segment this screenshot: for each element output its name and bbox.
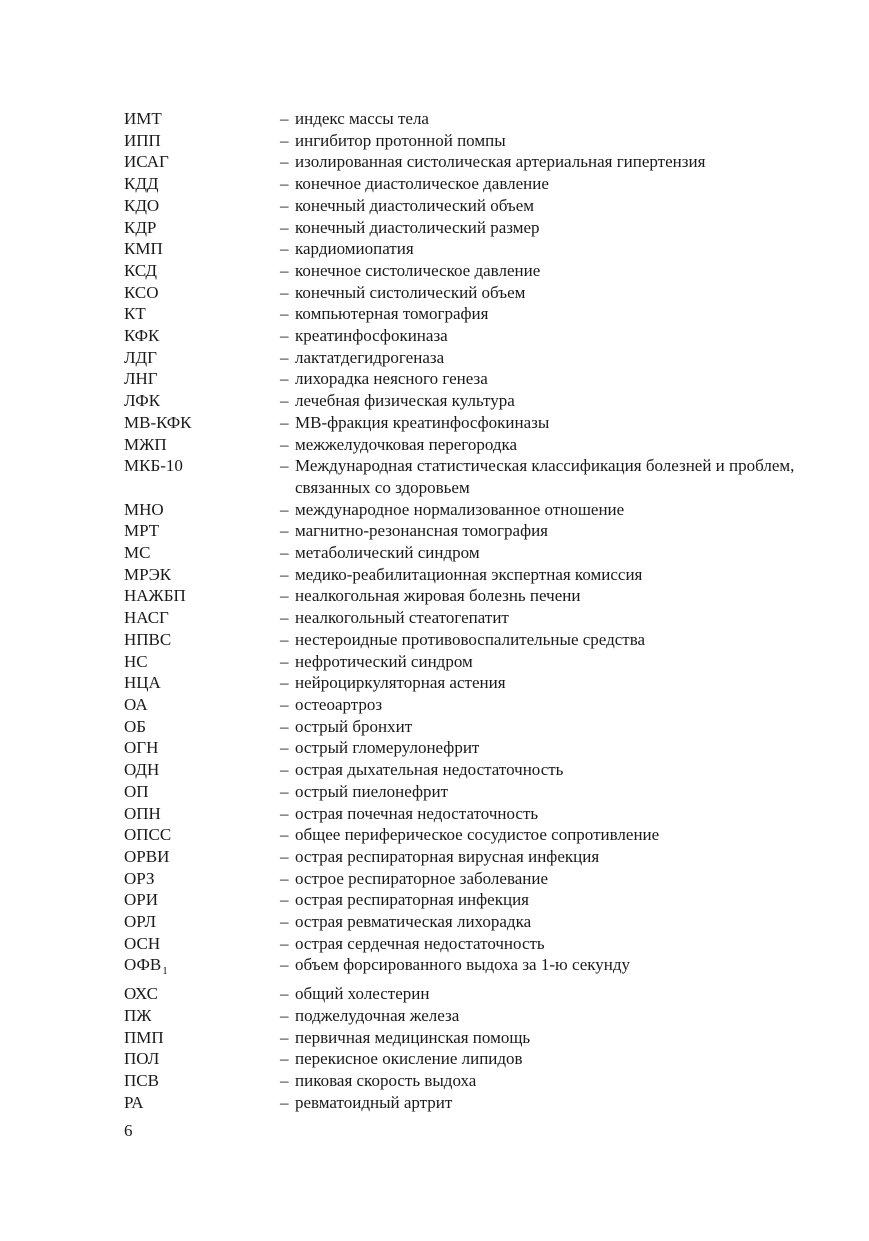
abbreviation-definition: конечный систолический объем (295, 282, 526, 302)
abbreviation-row (124, 368, 824, 390)
abbreviation-row (124, 412, 824, 434)
abbreviation-definition: индекс массы тела (295, 109, 429, 128)
abbreviation-row (124, 803, 824, 825)
abbreviation-term: КФК (124, 326, 160, 346)
abbreviation-row (124, 911, 824, 933)
abbreviation-term: НАСГ (124, 608, 169, 628)
abbreviation-row (124, 130, 824, 152)
definition-dash: – (280, 1049, 289, 1069)
abbreviation-definition: острый бронхит (295, 716, 413, 736)
abbreviation-definition: общий холестерин (295, 984, 430, 1004)
abbreviation-definition: острый пиелонефрит (295, 781, 448, 801)
abbreviation-definition: острая дыхательная недостаточность (295, 760, 564, 780)
definition-dash: – (280, 369, 289, 389)
abbreviation-definition: ревматоидный артрит (295, 1092, 453, 1112)
definition-dash: – (280, 391, 289, 411)
abbreviation-row (124, 954, 824, 983)
abbreviation-definition: конечное систолическое давление (295, 260, 541, 280)
abbreviation-definition: МВ-фракция креатинфосфокиназы (295, 412, 550, 432)
abbreviation-definition: конечное диастолическое давление (295, 174, 549, 194)
abbreviation-term: ЛНГ (124, 369, 158, 389)
definition-dash: – (280, 152, 289, 172)
abbreviation-row (124, 1070, 824, 1092)
abbreviation-term: ОРВИ (124, 846, 170, 866)
abbreviation-definition: острая респираторная инфекция (295, 890, 529, 910)
definition-dash: – (280, 846, 289, 866)
definition-dash: – (280, 933, 289, 953)
definition-dash: – (280, 825, 289, 845)
abbreviation-row (124, 390, 824, 412)
abbreviation-definition: острая ревматическая лихорадка (295, 912, 532, 932)
abbreviation-row (124, 889, 824, 911)
abbreviation-row (124, 151, 824, 173)
abbreviation-row (124, 759, 824, 781)
definition-dash: – (280, 1070, 289, 1090)
abbreviation-term: ПЖ (124, 1005, 152, 1025)
definition-dash: – (280, 434, 289, 454)
abbreviation-row (124, 1027, 824, 1049)
abbreviation-term: НЦА (124, 673, 161, 693)
abbreviation-row (124, 303, 824, 325)
definition-dash: – (280, 260, 289, 280)
abbreviation-row (124, 983, 824, 1005)
abbreviation-definition: кардиомиопатия (295, 239, 414, 259)
abbreviation-row (124, 651, 824, 673)
abbreviation-row (124, 737, 824, 759)
abbreviation-term: ЛДГ (124, 347, 157, 367)
abbreviation-definition: перекисное окисление липидов (295, 1049, 523, 1069)
abbreviation-term: КСД (124, 260, 158, 280)
abbreviation-term: ОПН (124, 803, 161, 823)
abbreviation-definition: изолированная систолическая артериальная гипертензия (295, 152, 706, 172)
abbreviation-term: ОРИ (124, 890, 159, 910)
abbreviation-term: КДД (124, 174, 159, 194)
definition-dash: – (280, 586, 289, 606)
abbreviation-term: НАЖБП (124, 586, 186, 606)
definition-dash: – (280, 912, 289, 932)
definition-dash: – (280, 347, 289, 367)
definition-dash: – (280, 760, 289, 780)
abbreviation-definition: неалкогольный стеатогепатит (295, 608, 509, 628)
definition-dash: – (280, 608, 289, 628)
abbreviation-definition: пиковая скорость выдоха (295, 1070, 477, 1090)
abbreviation-row (124, 672, 824, 694)
abbreviation-term: МВ-КФК (124, 412, 192, 432)
abbreviation-definition: острое респираторное заболевание (295, 868, 549, 888)
definition-dash: – (280, 109, 289, 128)
abbreviation-definition: медико-реабилитационная экспертная комиссия (295, 564, 643, 584)
abbreviation-term: ОРЗ (124, 868, 155, 888)
abbreviation-definition: лактатдегидрогеназа (295, 347, 445, 367)
abbreviation-row (124, 1092, 824, 1114)
definition-dash: – (280, 412, 289, 432)
abbreviation-term: КСО (124, 282, 159, 302)
definition-dash: – (280, 716, 289, 736)
definition-dash: – (280, 673, 289, 693)
abbreviation-definition: острая почечная недостаточность (295, 803, 539, 823)
definition-dash: – (280, 803, 289, 823)
abbreviation-definition: конечный диастолический размер (295, 217, 540, 237)
abbreviation-list (124, 108, 824, 1113)
abbreviation-definition: острая сердечная недостаточность (295, 933, 545, 953)
abbreviation-term: МРТ (124, 521, 160, 541)
definition-dash: – (280, 629, 289, 649)
abbreviation-definition: первичная медицинская помощь (295, 1027, 531, 1047)
term-subscript: 1 (162, 965, 168, 978)
abbreviation-term: ОРЛ (124, 912, 156, 932)
abbreviation-term: КМП (124, 239, 163, 259)
abbreviation-term: ПОЛ (124, 1049, 160, 1069)
definition-dash: – (280, 890, 289, 910)
definition-dash: – (280, 738, 289, 758)
abbreviation-term: НС (124, 651, 148, 671)
abbreviation-term: ОХС (124, 984, 158, 1004)
definition-dash: – (280, 543, 289, 563)
abbreviation-term: ОБ (124, 716, 147, 736)
definition-dash: – (280, 174, 289, 194)
abbreviation-definition: креатинфосфокиназа (295, 326, 448, 346)
definition-dash: – (280, 499, 289, 519)
abbreviation-term: ИМТ (124, 109, 162, 128)
abbreviation-definition: остеоартроз (295, 694, 383, 714)
abbreviation-row (124, 173, 824, 195)
abbreviation-row (124, 195, 824, 217)
abbreviation-row (124, 1005, 824, 1027)
abbreviation-definition: поджелудочная железа (295, 1005, 460, 1025)
abbreviation-term: ОГН (124, 738, 159, 758)
abbreviation-term: РА (124, 1092, 144, 1112)
definition-dash: – (280, 781, 289, 801)
abbreviation-row (124, 824, 824, 846)
abbreviation-definition: магнитно-резонансная томография (295, 521, 548, 541)
abbreviation-row (124, 846, 824, 868)
abbreviation-term: ПСВ (124, 1070, 159, 1090)
definition-dash: – (280, 217, 289, 237)
definition-dash: – (280, 564, 289, 584)
definition-dash: – (280, 195, 289, 215)
abbreviation-row (124, 868, 824, 890)
abbreviation-definition: компьютерная томография (295, 304, 489, 324)
definition-dash: – (280, 651, 289, 671)
abbreviation-term: ОА (124, 694, 148, 714)
abbreviation-row (124, 217, 824, 239)
definition-dash: – (280, 304, 289, 324)
abbreviation-term: НПВС (124, 629, 172, 649)
abbreviation-definition: конечный диастолический объем (295, 195, 535, 215)
abbreviation-term: ОПСС (124, 825, 172, 845)
abbreviation-row (124, 455, 824, 498)
abbreviation-row (124, 347, 824, 369)
abbreviation-definition: неалкогольная жировая болезнь печени (295, 586, 581, 606)
abbreviation-term: МНО (124, 499, 164, 519)
abbreviation-term: МЖП (124, 434, 167, 454)
abbreviation-definition: межжелудочковая перегородка (295, 434, 518, 454)
definition-dash: – (280, 868, 289, 888)
definition-dash: – (280, 282, 289, 302)
abbreviation-row (124, 325, 824, 347)
abbreviation-definition: общее периферическое сосудистое сопротивление (295, 825, 660, 845)
abbreviation-definition: лихорадка неясного генеза (295, 369, 488, 389)
abbreviation-row (124, 1048, 824, 1070)
abbreviation-definition: объем форсированного выдоха за 1-ю секунду (295, 955, 631, 975)
abbreviation-row (124, 933, 824, 955)
definition-dash: – (280, 456, 289, 476)
abbreviation-row (124, 434, 824, 456)
page-number: 6 (124, 1121, 133, 1140)
abbreviation-row (124, 520, 824, 542)
abbreviation-term: $ОФВ_1$ (124, 955, 168, 978)
definition-dash: – (280, 130, 289, 150)
abbreviation-row (124, 499, 824, 521)
abbreviation-term: ПМП (124, 1027, 164, 1047)
abbreviation-definition: международное нормализованное отношение (295, 499, 625, 519)
abbreviation-row (124, 238, 824, 260)
abbreviation-row (124, 585, 824, 607)
abbreviation-term: ОДН (124, 760, 160, 780)
abbreviation-term: КТ (124, 304, 146, 324)
abbreviation-definition: острый гломерулонефрит (295, 738, 480, 758)
abbreviation-definition: нефротический синдром (295, 651, 473, 671)
definition-dash: – (280, 326, 289, 346)
abbreviation-row (124, 629, 824, 651)
definition-dash: – (280, 1027, 289, 1047)
abbreviation-definition: ингибитор протонной помпы (295, 130, 506, 150)
abbreviation-definition: метаболический синдром (295, 543, 480, 563)
abbreviation-term: ОСН (124, 933, 161, 953)
abbreviation-row (124, 781, 824, 803)
abbreviation-row (124, 542, 824, 564)
definition-dash: – (280, 955, 289, 975)
definition-dash: – (280, 1092, 289, 1112)
abbreviation-definition: лечебная физическая культура (295, 391, 515, 411)
abbreviation-row (124, 694, 824, 716)
definition-dash: – (280, 239, 289, 259)
abbreviation-definition: Международная статистическая классификация болезней и проблем, связанных со здоровьем (295, 456, 795, 497)
abbreviation-term: МКБ-10 (124, 456, 183, 476)
definition-dash: – (280, 984, 289, 1004)
definition-dash: – (280, 521, 289, 541)
abbreviation-definition: нестероидные противовоспалительные средства (295, 629, 646, 649)
abbreviation-term: ИСАГ (124, 152, 169, 172)
definition-dash: – (280, 694, 289, 714)
abbreviation-row (124, 607, 824, 629)
abbreviation-term: ЛФК (124, 391, 161, 411)
abbreviation-row (124, 282, 824, 304)
abbreviation-definition: нейроциркуляторная астения (295, 673, 506, 693)
abbreviation-row (124, 564, 824, 586)
abbreviation-term: МС (124, 543, 151, 563)
abbreviation-row (124, 260, 824, 282)
abbreviation-definition: острая респираторная вирусная инфекция (295, 846, 600, 866)
abbreviation-term: ОП (124, 781, 149, 801)
abbreviation-term: КДО (124, 195, 160, 215)
abbreviation-term: ИПП (124, 130, 161, 150)
abbreviation-term: МРЭК (124, 564, 172, 584)
definition-dash: – (280, 1005, 289, 1025)
abbreviation-row (124, 108, 824, 130)
abbreviation-term: КДР (124, 217, 157, 237)
abbreviation-row (124, 716, 824, 738)
